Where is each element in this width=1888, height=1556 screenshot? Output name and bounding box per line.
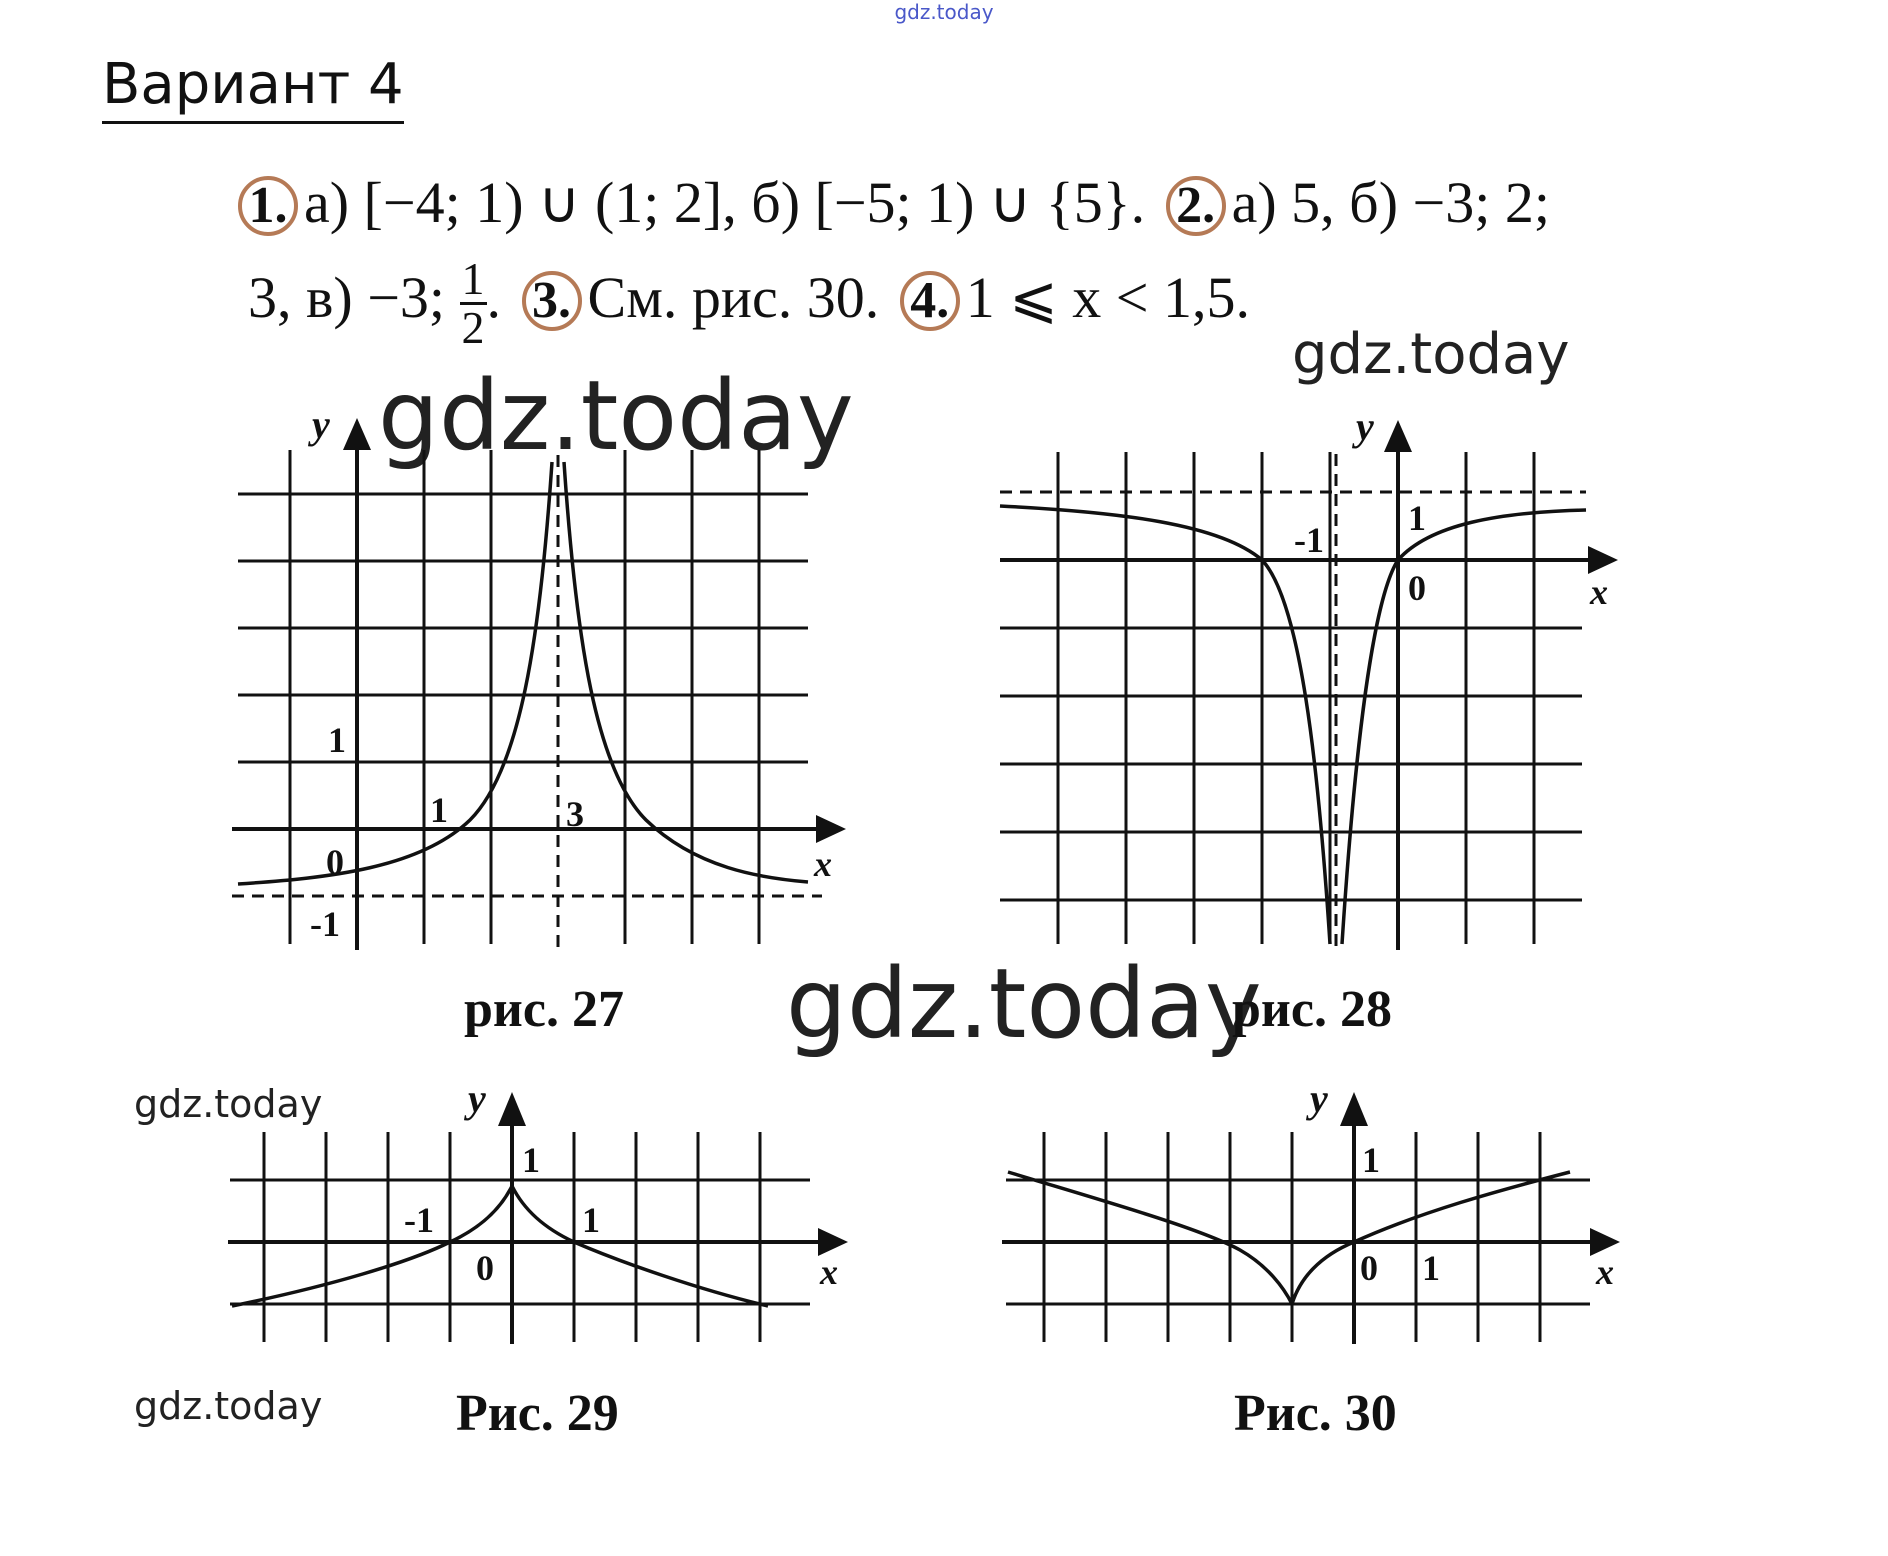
fig30-x-label: x xyxy=(1596,1252,1614,1292)
fig29-y-arrow-icon xyxy=(498,1092,526,1126)
fig27-x-arrow-icon xyxy=(816,815,846,843)
watermark-text: gdz.today xyxy=(1292,322,1570,387)
fig28-curve-left xyxy=(1000,506,1330,944)
fig28-x-label: x xyxy=(1590,572,1608,612)
fig28-tick-label: -1 xyxy=(1294,520,1324,560)
fig27-tick-label: 1 xyxy=(430,790,448,830)
answer-number-3: 3. xyxy=(522,271,582,331)
fig27-tick-label: -1 xyxy=(310,904,340,944)
fig30-tick-label: 1 xyxy=(1422,1248,1440,1288)
fig27-tick-label: 3 xyxy=(566,794,584,834)
fig27-x-label: x xyxy=(814,844,832,884)
fraction-numerator: 1 xyxy=(461,253,485,304)
figure-28 xyxy=(1000,404,1618,950)
fig27-tick-label: 1 xyxy=(328,720,346,760)
figure-30 xyxy=(1002,1076,1620,1344)
fig28-grid xyxy=(1000,452,1582,944)
figure-29 xyxy=(228,1076,848,1344)
fig28-tick-label: 0 xyxy=(1408,568,1426,608)
figure-27-caption: рис. 27 xyxy=(464,981,624,1038)
fig27-curve-right xyxy=(564,462,808,882)
fig29-curve-right xyxy=(512,1186,768,1306)
watermark-text: gdz.today xyxy=(786,948,1262,1060)
answer-number-1: 1. xyxy=(238,176,298,236)
fig30-tick-label: 1 xyxy=(1362,1140,1380,1180)
fig27-tick-label: 0 xyxy=(326,842,344,882)
fig28-x-arrow-icon xyxy=(1588,546,1618,574)
fig27-y-label: y xyxy=(312,402,330,447)
fig27-y-arrow-icon xyxy=(343,418,371,450)
answer-3-text: См. рис. 30. xyxy=(587,264,880,330)
figure-28-caption: рис. 28 xyxy=(1232,981,1392,1038)
fig29-tick-label: 1 xyxy=(582,1200,600,1240)
fig30-y-arrow-icon xyxy=(1340,1092,1368,1126)
fig28-curve-right xyxy=(1342,510,1586,944)
fig29-tick-label: 1 xyxy=(522,1140,540,1180)
figure-27 xyxy=(232,402,846,950)
fig28-y-label: y xyxy=(1356,404,1374,449)
fig28-tick-label: 1 xyxy=(1408,498,1426,538)
watermark-text: gdz.today xyxy=(134,1082,323,1126)
answer-4-text: 1 ⩽ x < 1,5. xyxy=(965,264,1251,330)
fig29-grid xyxy=(230,1132,810,1342)
fraction-period: . xyxy=(486,264,502,330)
fig30-y-label: y xyxy=(1310,1076,1328,1121)
site-watermark-top[interactable]: gdz.today xyxy=(894,0,994,24)
answer-2-continued: 3, в) −3; xyxy=(248,264,446,330)
fig27-curve-left xyxy=(238,462,552,884)
answer-number-2: 2. xyxy=(1166,176,1226,236)
answer-number-4: 4. xyxy=(900,271,960,331)
fig29-tick-label: 0 xyxy=(476,1248,494,1288)
fig28-y-arrow-icon xyxy=(1384,420,1412,452)
fig29-curve-left xyxy=(232,1186,512,1306)
fig30-tick-label: 0 xyxy=(1360,1248,1378,1288)
fraction-denominator: 2 xyxy=(461,302,485,353)
answer-1-text: а) [−4; 1) ∪ (1; 2], б) [−5; 1) ∪ {5}. xyxy=(304,170,1146,235)
watermark-text: gdz.today xyxy=(378,360,854,472)
variant-heading: Вариант 4 xyxy=(102,52,404,124)
answer-2-text: а) 5, б) −3; 2; xyxy=(1231,170,1550,235)
figure-30-caption: Рис. 30 xyxy=(1234,1385,1397,1442)
fig29-x-label: x xyxy=(820,1252,838,1292)
watermark-text: gdz.today xyxy=(134,1384,323,1428)
figure-29-caption: Рис. 29 xyxy=(456,1385,619,1442)
fig30-curve-left xyxy=(1008,1172,1292,1304)
fig29-tick-label: -1 xyxy=(404,1200,434,1240)
fig29-y-label: y xyxy=(468,1076,486,1121)
fig30-grid xyxy=(1006,1132,1590,1342)
